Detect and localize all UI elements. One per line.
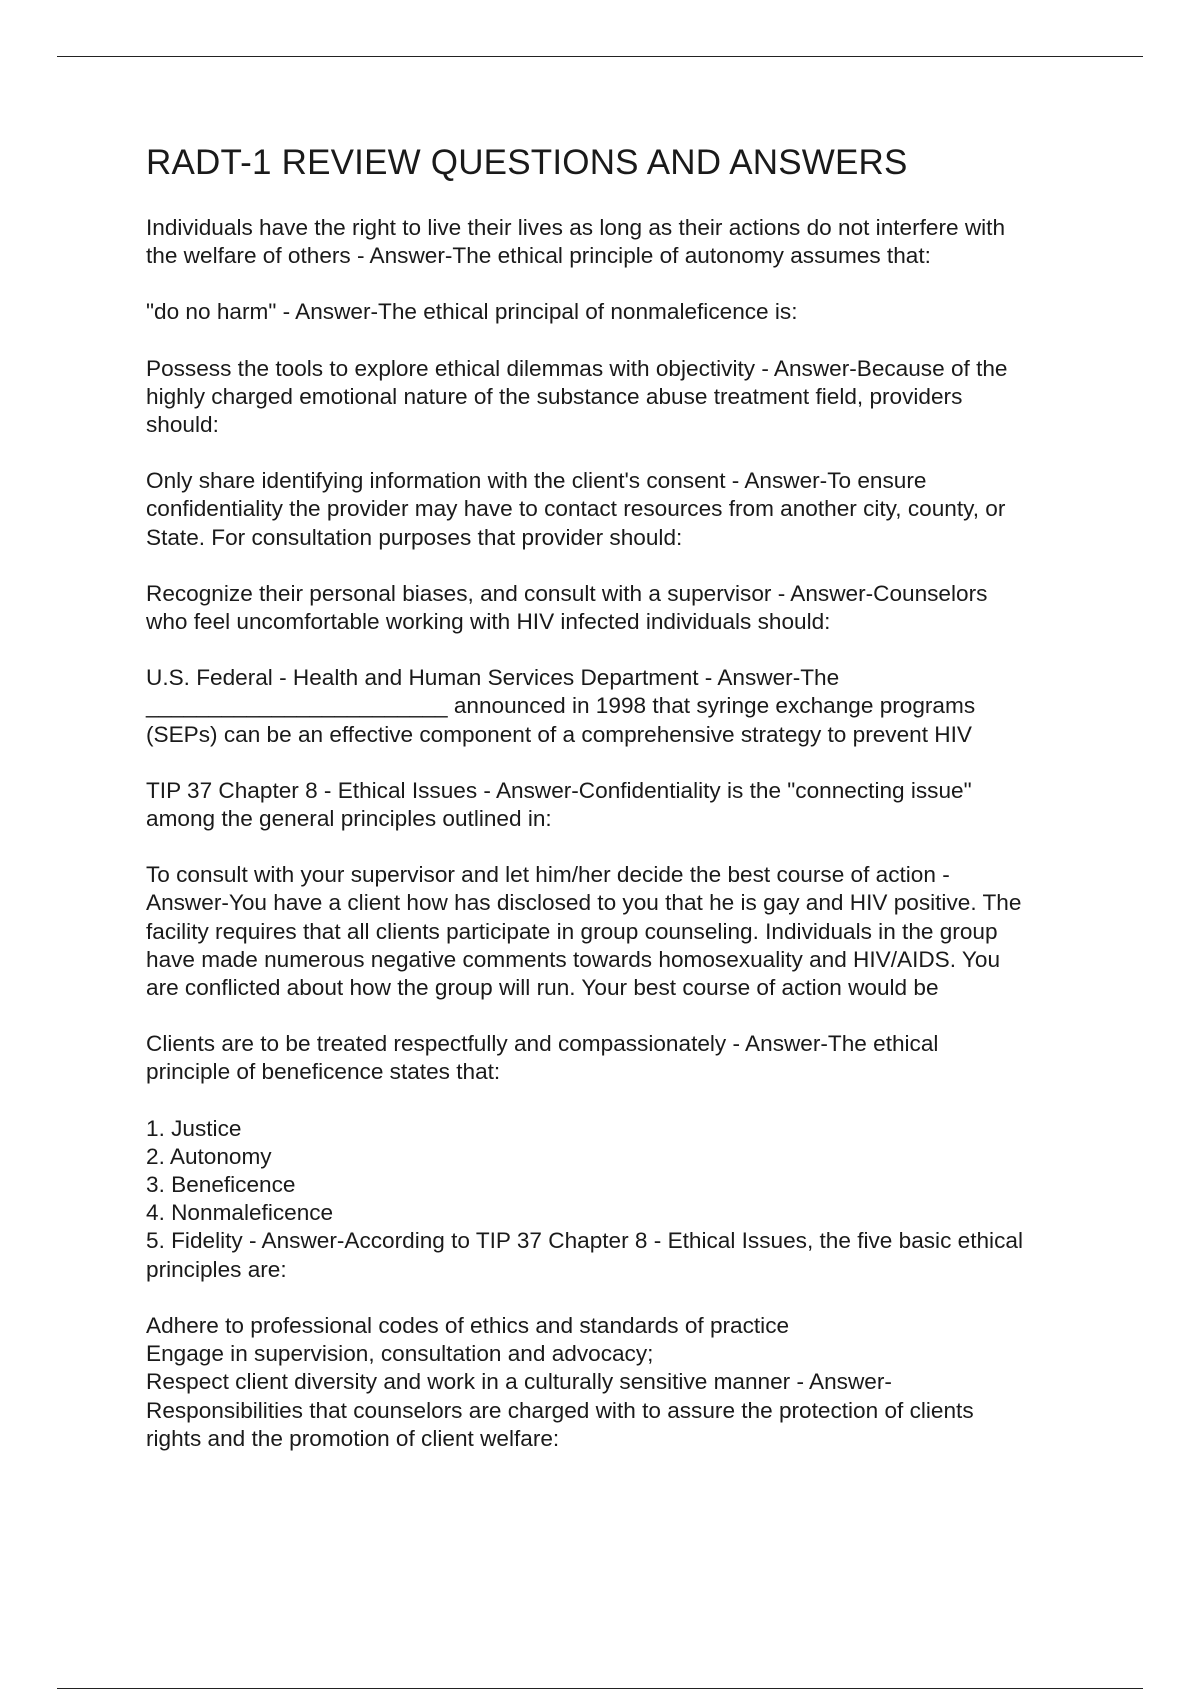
top-rule [57,56,1143,57]
bottom-rule [57,1688,1143,1689]
qa-paragraph: TIP 37 Chapter 8 - Ethical Issues - Answer-Confidentiality is the "connecting issue" among the general principles outlined in: [146,777,972,832]
qa-paragraph: U.S. Federal - Health and Human Services Department - Answer-The ________________________ announced in 1998 that syringe exchange programs (SEPs) can be an effective component of a comprehensive strategy to prevent HIV [146,665,976,747]
qa-paragraph: 1. Justice 2. Autonomy 3. Beneficence 4. Nonmaleficence 5. Fidelity - Answer-According to TIP 37 Chapter 8 - Ethical Issues, the five basic ethical principles are: [146,1115,1023,1282]
document-body [146,140,1106,1481]
qa-paragraph: Recognize their personal biases, and consult with a supervisor - Answer-Counselors who feel uncomfortable working with HIV infected individuals should: [146,580,988,635]
qa-paragraph: Adhere to professional codes of ethics and standards of practice Engage in supervision, consultation and advocacy; Respect client diversity and work in a culturally sensitive manner - Answer- Responsibilities that counselors are charged with to assure the protection of clients rights and the promotion of client welfare: [146,1312,974,1451]
qa-paragraph: "do no harm" - Answer-The ethical principal of nonmaleficence is: [146,299,798,325]
qa-paragraph: Individuals have the right to live their lives as long as their actions do not interfere with the welfare of others - Answer-The ethical principle of autonomy assumes that: [146,215,1006,269]
page-title: RADT-1 REVIEW QUESTIONS AND ANSWERS [146,143,908,182]
qa-paragraph: Only share identifying information with the client's consent - Answer-To ensure confidentiality the provider may have to contact resources from another city, county, or State. For consultation purposes that provider should: [146,468,1006,550]
qa-paragraph: To consult with your supervisor and let him/her decide the best course of action - Answer-You have a client how has disclosed to you that he is gay and HIV positive. The facility requires that all clients participate in group counseling. Individuals in the group have made numerous negative comments towards homosexuality and HIV/AIDS. You are conflicted about how the group will run. Your best course of action would be [146,862,1022,1001]
qa-paragraph: Possess the tools to explore ethical dilemmas with objectivity - Answer-Because of the highly charged emotional nature of the substance abuse treatment field, providers should: [146,355,1008,438]
qa-paragraph: Clients are to be treated respectfully and compassionately - Answer-The ethical principle of beneficence states that: [146,1031,939,1085]
